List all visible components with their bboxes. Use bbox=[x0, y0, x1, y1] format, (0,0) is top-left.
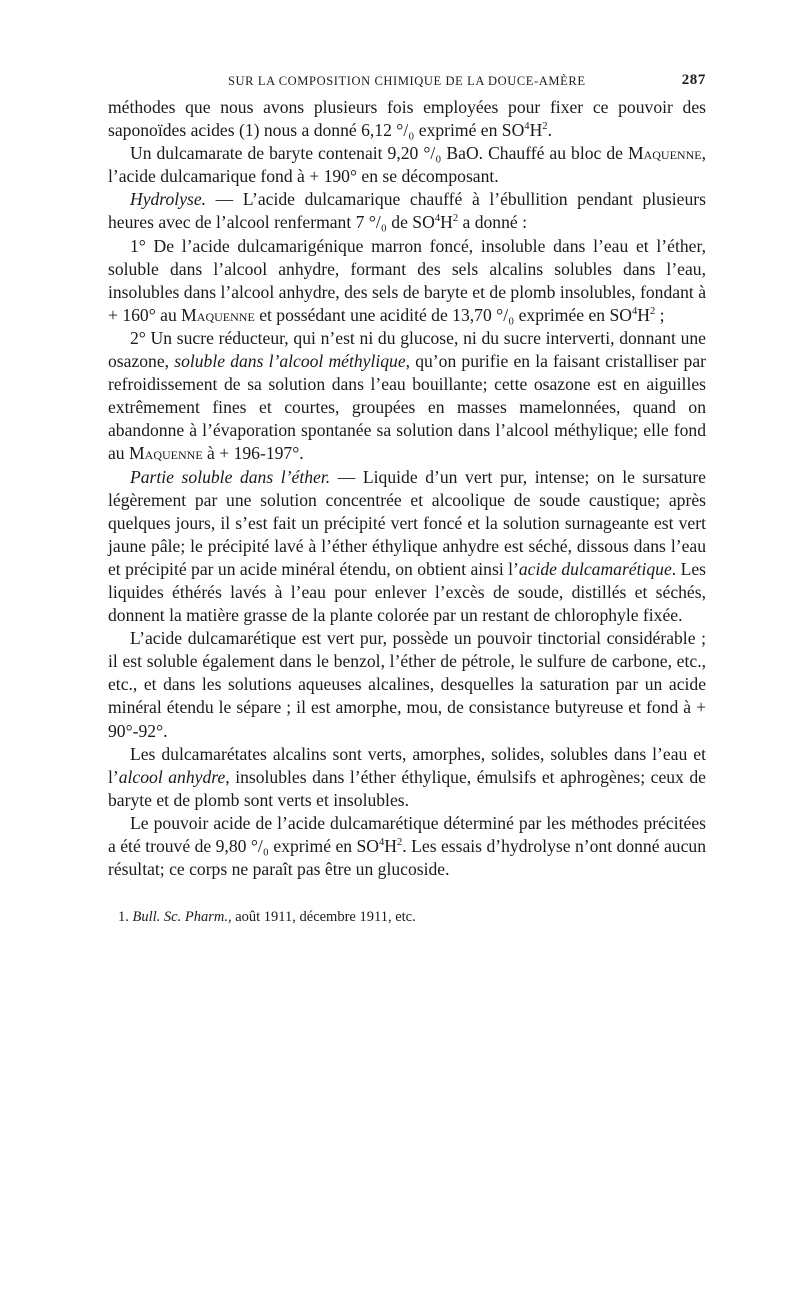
paragraph-2 bbox=[108, 142, 706, 188]
paragraph-1 bbox=[108, 96, 706, 142]
text-run: L’acide dulcamarétique est vert pur, possède un pouvoir tinctorial considérable ; il est soluble également dans le benzol, l’éther de pétrole, le sulfure de carbone, etc., etc., et dans les solutions aqueuses alcalines, desquelles la saturation par un acide minéral étendu le sépare ; il est amorphe, mou, de consistance butyreuse et fond à + 90°-92°. bbox=[108, 628, 706, 741]
percent-sign: °/₀ bbox=[423, 143, 442, 164]
paragraph-7 bbox=[108, 627, 706, 742]
footnote-ref: 1 bbox=[244, 120, 254, 141]
superscript: 2 bbox=[397, 837, 403, 849]
text-run: exprimée en SO bbox=[514, 304, 632, 325]
italic-text: soluble dans l’alcool méthylique bbox=[174, 351, 406, 372]
percent-sign: °/₀ bbox=[396, 120, 415, 141]
paragraph-9 bbox=[108, 812, 706, 881]
text-run: , qu’on purifie en la faisant cristalliser par refroidissement de sa solution dans l’eau bouillante; cette osazone est en aiguilles extrêmement fines et courtes, groupées en masses mamelonnées, quand on abandonne à l’évaporation spontanée sa solution dans l’alcool méthylique; elle fond au bbox=[108, 351, 706, 464]
paragraph-4 bbox=[108, 235, 706, 327]
superscript: 4 bbox=[631, 305, 638, 317]
superscript: 4 bbox=[524, 121, 530, 133]
text-run: H bbox=[529, 120, 543, 141]
superscript: 2 bbox=[542, 121, 548, 133]
percent-sign: °/₀ bbox=[368, 212, 387, 233]
text-run: 2° Un sucre réducteur, qui n’est ni du glucose, ni du sucre interverti, donnant une osazone, bbox=[108, 327, 706, 372]
text-run: . bbox=[547, 120, 552, 141]
text-run: . Les liquides éthérés lavés à l’eau pour enlever l’excès de soude, distillés et séchés, donnent la matière grasse de la plante colorée par un restant de chlorophyle fixée. bbox=[108, 558, 706, 626]
text-run: méthodes que nous avons plusieurs fois employées pour fixer ce pouvoir des saponoïdes acides ( bbox=[108, 97, 706, 141]
text-run: exprimé en SO bbox=[268, 836, 380, 856]
text-run: H bbox=[384, 836, 398, 856]
text-run: Le pouvoir acide de l’acide dulcamarétique déterminé par les méthodes précitées a été trouvé de 9,80 bbox=[108, 812, 706, 856]
author-name: Maquenne bbox=[627, 143, 702, 164]
text-run: et possédant une acidité de 13,70 bbox=[254, 304, 497, 325]
author-name: Maquenne bbox=[129, 443, 203, 464]
superscript: 4 bbox=[379, 837, 385, 849]
paragraph-8 bbox=[108, 743, 706, 812]
text-run: Un dulcamarate de baryte contenait 9,20 bbox=[130, 143, 424, 164]
text-run: BaO. Chauffé au bloc de bbox=[441, 143, 628, 164]
text-run: H bbox=[440, 212, 453, 233]
running-header bbox=[108, 68, 706, 96]
text-run: ; bbox=[655, 304, 665, 325]
section-heading-italic: Partie soluble dans l’éther. bbox=[130, 466, 331, 487]
running-title: SUR LA COMPOSITION CHIMIQUE DE LA DOUCE-AMÈRE bbox=[228, 74, 586, 88]
italic-text: acide dulcamarétique bbox=[518, 558, 672, 579]
superscript: 4 bbox=[434, 213, 441, 225]
body-text bbox=[108, 96, 706, 881]
paragraph-5 bbox=[108, 327, 706, 466]
italic-text: alcool anhydre bbox=[118, 766, 226, 787]
superscript: 2 bbox=[649, 305, 656, 317]
text-run: Les dulcamarétates alcalins sont verts, amorphes, solides, solubles dans l’eau et l’ bbox=[108, 743, 706, 787]
paragraph-3 bbox=[108, 188, 706, 234]
text-run: exprimé en SO bbox=[414, 120, 525, 141]
text-run: 1° De l’acide dulcamarigénique marron foncé, insoluble dans l’eau et l’éther, soluble dans l’alcool anhydre, formant des sels alcalins solubles dans l’eau, insolubles dans l’alcool anhydre, des sels de baryte et de plomb insolubles, fondant à + 160° au bbox=[108, 235, 706, 325]
text-run: H bbox=[637, 304, 650, 325]
author-name: Maquenne bbox=[181, 304, 255, 325]
text-run: , l’acide dulcamarique fond à + 190° en se décomposant. bbox=[108, 143, 706, 187]
section-heading-italic: Hydrolyse. bbox=[130, 189, 207, 210]
page bbox=[108, 68, 706, 926]
footnote-number: 1. bbox=[118, 909, 129, 926]
text-run: , insolubles dans l’éther éthylique, émulsifs et aphrogènes; ceux de baryte et de plomb sont verts et insolubles. bbox=[108, 766, 706, 810]
text-run: de SO bbox=[386, 212, 435, 233]
percent-sign: °/₀ bbox=[250, 836, 269, 856]
paragraph-6 bbox=[108, 466, 706, 628]
page-number: 287 bbox=[681, 72, 706, 88]
percent-sign: °/₀ bbox=[496, 304, 515, 325]
superscript: 2 bbox=[452, 213, 459, 225]
text-run: . Les essais d’hydrolyse n’ont donné aucun résultat; ce corps ne paraît pas être un glucoside. bbox=[108, 836, 706, 880]
text-run: — L’acide dulcamarique chauffé à l’ébullition pendant plusieurs heures avec de l’alcool renfermant 7 bbox=[108, 189, 706, 233]
text-run: ) nous a donné 6,12 bbox=[253, 120, 397, 141]
footnote-text: , août 1911, décembre 1911, etc. bbox=[227, 909, 416, 926]
text-run: — Liquide d’un vert pur, intense; on le sursature légèrement par une solution concentrée et alcoolique de soude caustique; après quelques jours, il s’est fait un précipité vert foncé et la solution surnageante est vert jaune pâle; le précipité lavé à l’éther éthylique anhydre est séché, dissous dans l’eau et précipité par un acide minéral étendu, on obtient ainsi l’ bbox=[108, 466, 706, 579]
footnote bbox=[108, 908, 706, 926]
text-run: a donné : bbox=[458, 212, 527, 233]
text-run: à + 196-197°. bbox=[202, 443, 304, 464]
footnote-journal: Bull. Sc. Pharm. bbox=[132, 909, 228, 926]
